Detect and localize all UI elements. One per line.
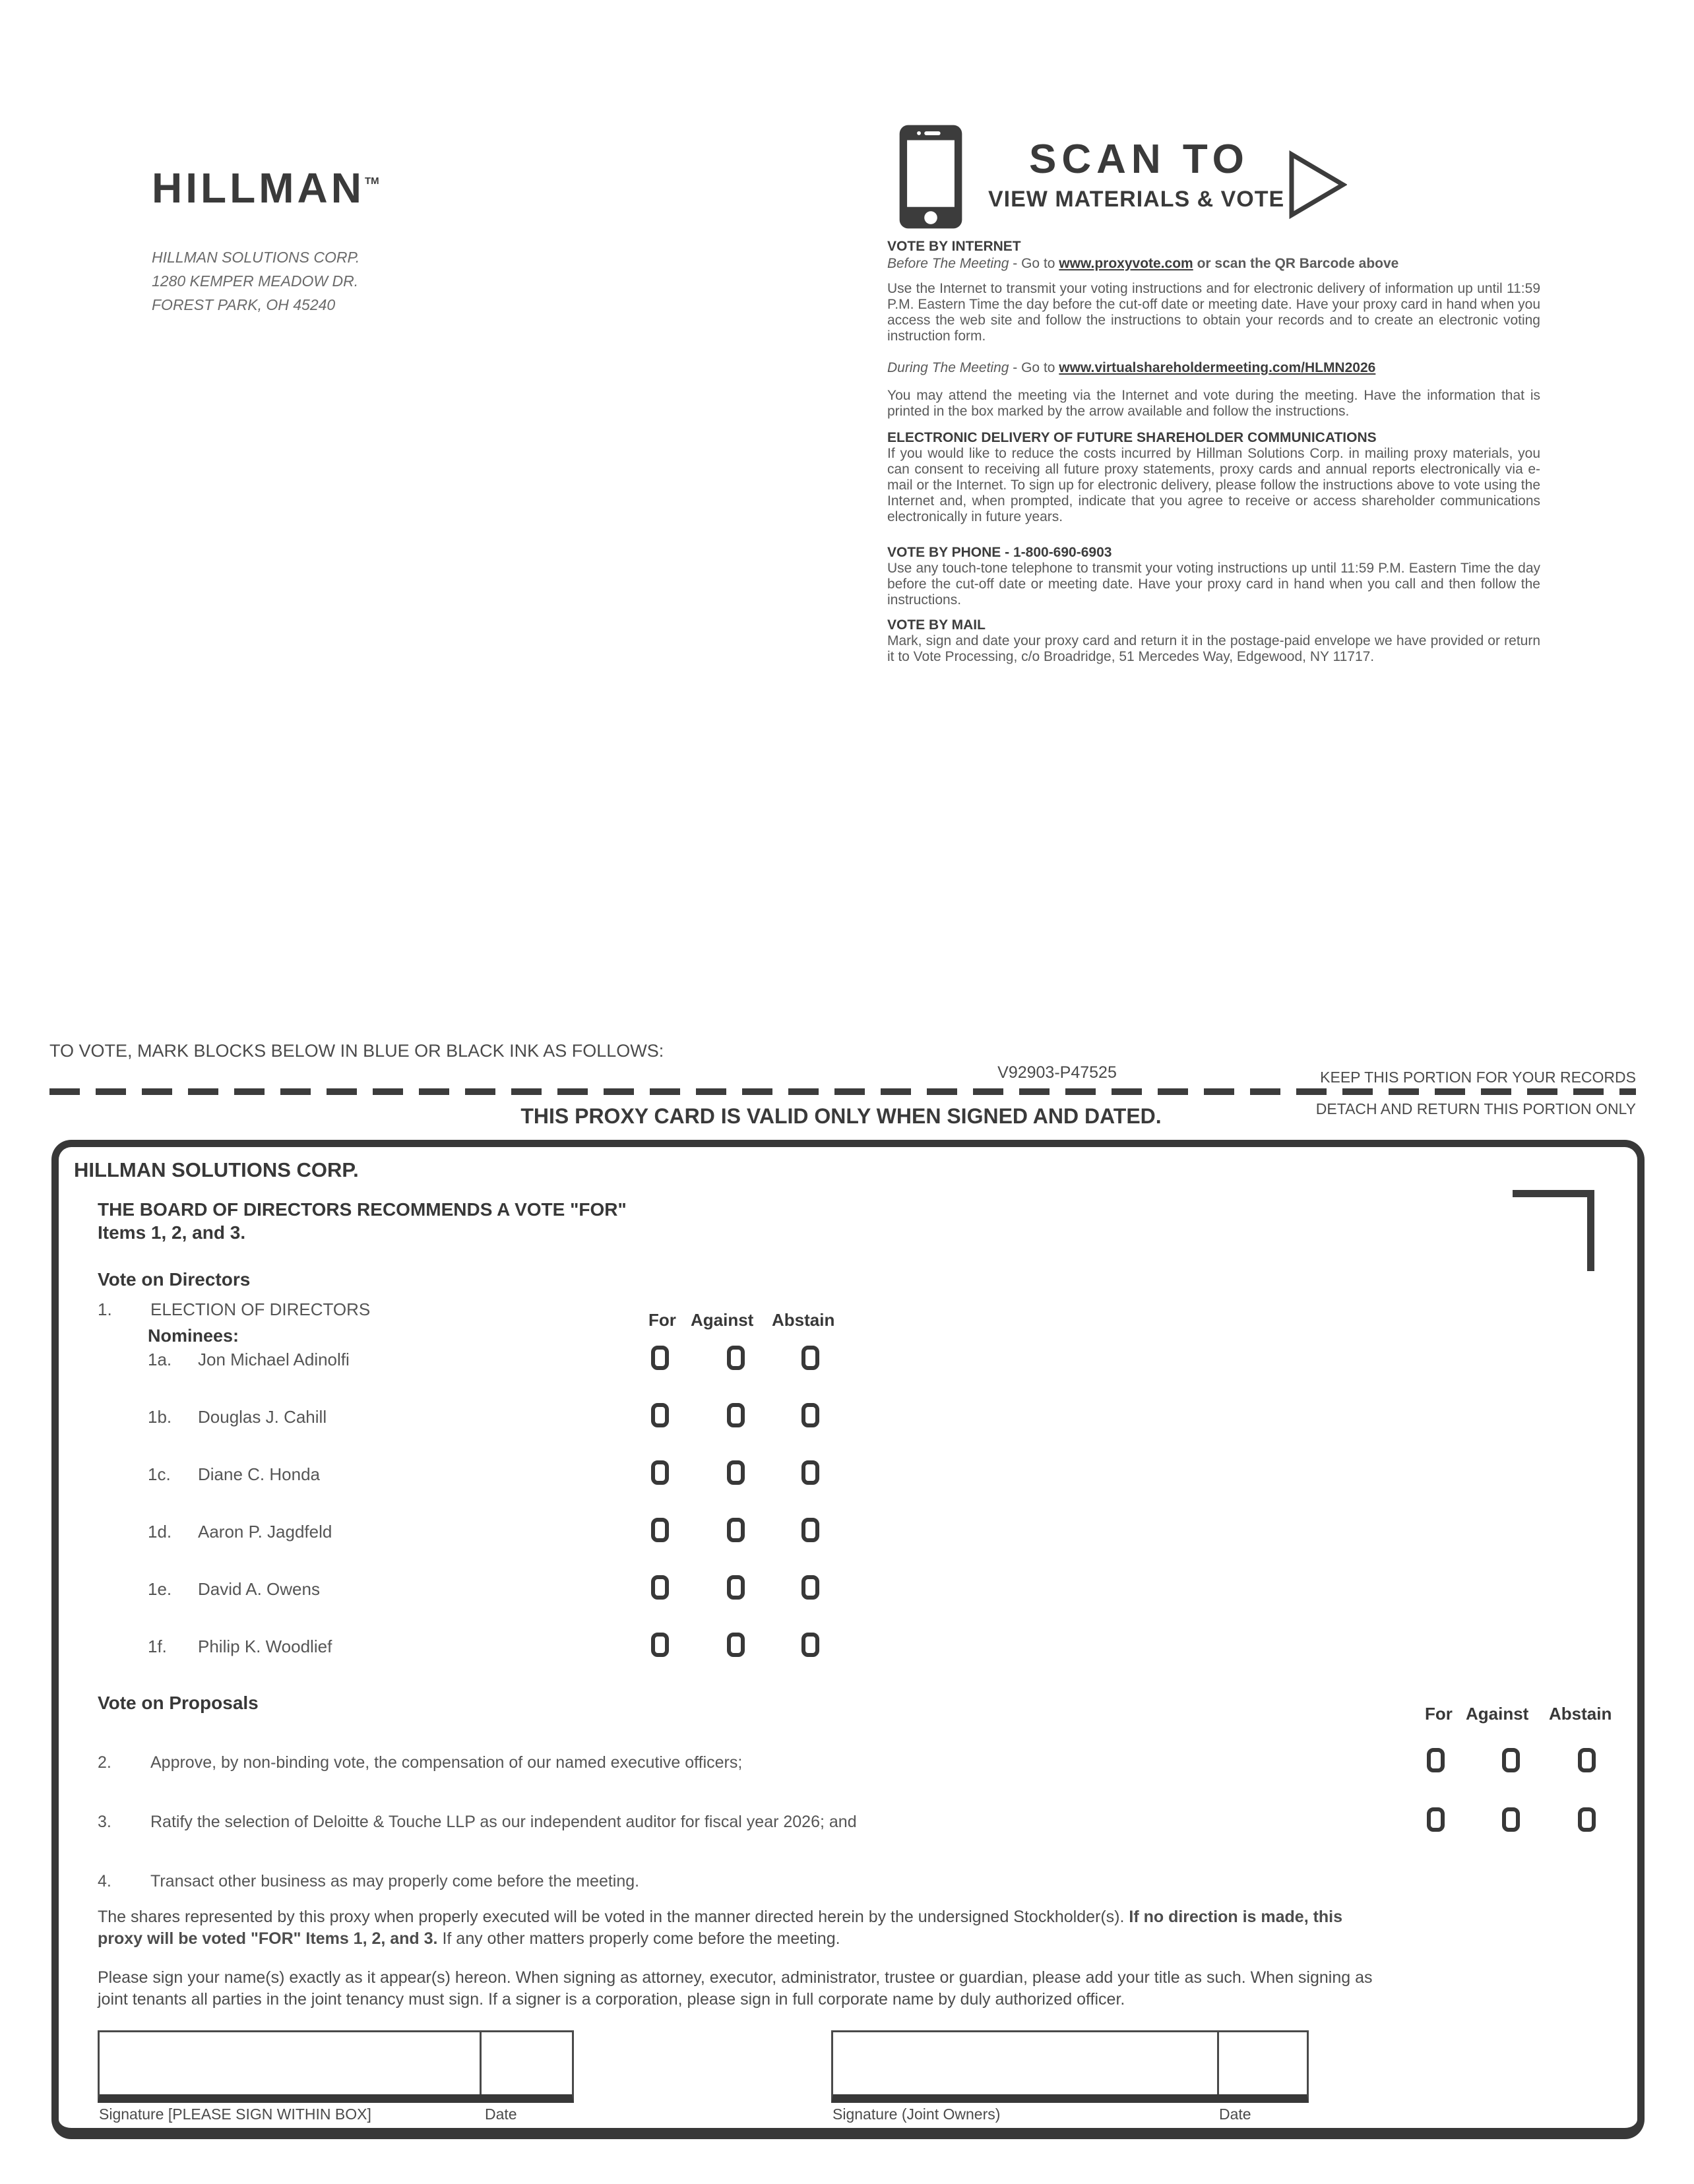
- checkbox-3-for[interactable]: [1427, 1807, 1445, 1832]
- checkbox-1e-for[interactable]: [651, 1575, 669, 1600]
- checkbox-1e-abstain[interactable]: [801, 1575, 819, 1600]
- signature-box-joint: [831, 2030, 1309, 2103]
- trademark-symbol: TM: [364, 175, 379, 187]
- nominee-name: Aaron P. Jagdfeld: [198, 1522, 332, 1542]
- board-recommendation-line-2: Items 1, 2, and 3.: [98, 1222, 246, 1243]
- checkbox-1f-for[interactable]: [651, 1633, 669, 1657]
- date-field-joint[interactable]: [1219, 2032, 1307, 2094]
- proposal-number: 3.: [98, 1813, 111, 1831]
- arrow-right-icon: [1288, 150, 1347, 222]
- checkbox-1c-against[interactable]: [727, 1460, 745, 1485]
- mail-paragraph: Mark, sign and date your proxy card and return it in the postage-paid envelope we have provided or return it to Vote Processing, c/o Broadridge, 51 Mercedes Way, Edgewood, NY 11717.: [887, 633, 1540, 664]
- checkbox-1a-for[interactable]: [651, 1346, 669, 1370]
- proposal-text: Ratify the selection of Deloitte & Touche LLP as our independent auditor for fiscal year 2026; and: [150, 1813, 857, 1831]
- vote-by-mail-heading: VOTE BY MAIL: [887, 617, 986, 633]
- proposal-text: Transact other business as may properly come before the meeting.: [150, 1872, 640, 1890]
- company-logo: [152, 164, 379, 212]
- mark-blocks-instruction: TO VOTE, MARK BLOCKS BELOW IN BLUE OR BLACK INK AS FOLLOWS:: [49, 1041, 664, 1061]
- signature-label-primary: Signature [PLEASE SIGN WITHIN BOX]: [99, 2106, 371, 2123]
- before-meeting-tail: or scan the QR Barcode above: [1193, 256, 1399, 271]
- column-header-against: Against: [691, 1310, 754, 1330]
- nominee-id: 1f.: [148, 1637, 167, 1656]
- during-meeting-label: During The Meeting: [887, 360, 1009, 375]
- checkbox-1d-for[interactable]: [651, 1518, 669, 1542]
- checkbox-1b-against[interactable]: [727, 1403, 745, 1427]
- nominee-row-1f: [148, 1637, 906, 1657]
- column-header-against: Against: [1466, 1704, 1529, 1724]
- proposal-number: 2.: [98, 1753, 111, 1772]
- keep-portion-note: KEEP THIS PORTION FOR YOUR RECORDS: [1320, 1069, 1636, 1086]
- control-code: V92903-P47525: [997, 1063, 1117, 1082]
- nominee-id: 1a.: [148, 1350, 172, 1369]
- proxyvote-link[interactable]: www.proxyvote.com: [1059, 256, 1193, 271]
- detach-portion-note: DETACH AND RETURN THIS PORTION ONLY: [1315, 1100, 1636, 1117]
- proposal-number: 4.: [98, 1872, 111, 1890]
- checkbox-2-against[interactable]: [1502, 1748, 1520, 1772]
- company-logo-text: HILLMAN: [152, 164, 365, 212]
- checkbox-1d-abstain[interactable]: [801, 1518, 819, 1542]
- nominee-name: David A. Owens: [198, 1579, 320, 1599]
- proposal-row-3: [98, 1813, 1615, 1832]
- internet-during-paragraph: You may attend the meeting via the Internet and vote during the meeting. Have the information that is printed in the box marked by the arrow available and follow the instructions.: [887, 388, 1540, 419]
- vote-on-proposals-heading: Vote on Proposals: [98, 1693, 259, 1713]
- nominee-name: Philip K. Woodlief: [198, 1637, 332, 1656]
- edelivery-heading: ELECTRONIC DELIVERY OF FUTURE SHAREHOLDER COMMUNICATIONS: [887, 430, 1377, 445]
- signing-instructions-note: Please sign your name(s) exactly as it appear(s) hereon. When signing as attorney, executor, administrator, trustee or guardian, please add your title as such. When signing as joint tenants all parties in the joint tenancy must sign. If a signer is a corporation, please sign in full corporate name by duly authorized officer.: [98, 1968, 1373, 2009]
- scan-banner-title: SCAN TO: [1029, 137, 1249, 182]
- checkbox-1a-abstain[interactable]: [801, 1346, 819, 1370]
- column-header-for: For: [1425, 1704, 1453, 1724]
- nominee-id: 1b.: [148, 1407, 172, 1427]
- proposal-text: Approve, by non-binding vote, the compensation of our named executive officers;: [150, 1753, 743, 1772]
- date-label-joint: Date: [1219, 2106, 1251, 2123]
- date-label-primary: Date: [485, 2106, 517, 2123]
- proposal-row-4: [98, 1872, 1615, 1891]
- checkbox-3-against[interactable]: [1502, 1807, 1520, 1832]
- phone-icon: [898, 124, 963, 233]
- nominee-name: Diane C. Honda: [198, 1464, 320, 1484]
- checkbox-3-abstain[interactable]: [1578, 1807, 1596, 1832]
- virtual-meeting-link[interactable]: www.virtualshareholdermeeting.com/HLMN2026: [1059, 360, 1376, 375]
- valid-when-signed-note: THIS PROXY CARD IS VALID ONLY WHEN SIGNED AND DATED.: [520, 1104, 1162, 1128]
- before-meeting-line: [887, 256, 1398, 272]
- checkbox-1b-abstain[interactable]: [801, 1403, 819, 1427]
- checkbox-1c-abstain[interactable]: [801, 1460, 819, 1485]
- nominee-row-1a: [148, 1350, 906, 1370]
- sender-address-line-3: FOREST PARK, OH 45240: [152, 296, 336, 313]
- during-meeting-mid: - Go to: [1009, 360, 1059, 375]
- nominee-id: 1e.: [148, 1579, 172, 1599]
- card-company-title: HILLMAN SOLUTIONS CORP.: [74, 1158, 359, 1181]
- checkbox-2-abstain[interactable]: [1578, 1748, 1596, 1772]
- column-header-for: For: [648, 1310, 676, 1330]
- checkbox-1a-against[interactable]: [727, 1346, 745, 1370]
- checkbox-1d-against[interactable]: [727, 1518, 745, 1542]
- nominee-row-1c: [148, 1464, 906, 1485]
- item-1-number: 1.: [98, 1299, 112, 1319]
- legal-plain-2: If any other matters properly come before the meeting.: [437, 1929, 840, 1948]
- perforation-dashed-line: [49, 1088, 1636, 1095]
- corner-bracket-icon: [1513, 1190, 1594, 1197]
- corner-bracket-icon: [1587, 1190, 1594, 1271]
- signature-field-primary[interactable]: [100, 2032, 480, 2094]
- checkbox-1e-against[interactable]: [727, 1575, 745, 1600]
- date-field-primary[interactable]: [482, 2032, 572, 2094]
- sender-address-line-1: HILLMAN SOLUTIONS CORP.: [152, 249, 360, 266]
- nominee-row-1d: [148, 1522, 906, 1542]
- edelivery-paragraph: If you would like to reduce the costs incurred by Hillman Solutions Corp. in mailing proxy materials, you can consent to receiving all future proxy statements, proxy cards and annual reports electronically via e-mail or the Internet. To sign up for electronic delivery, please follow the instructions above to vote using the Internet and, when prompted, indicate that you agree to receive or access shareholder communications electronically in future years.: [887, 446, 1540, 524]
- board-recommendation-line-1: THE BOARD OF DIRECTORS RECOMMENDS A VOTE "FOR": [98, 1199, 627, 1220]
- vote-by-phone-heading: VOTE BY PHONE - 1-800-690-6903: [887, 545, 1112, 560]
- item-1-title: ELECTION OF DIRECTORS: [150, 1299, 371, 1319]
- internet-before-paragraph: Use the Internet to transmit your voting instructions and for electronic delivery of information up until 11:59 P.M. Eastern Time the day before the cut-off date or meeting date. Have your proxy card in hand when you access the web site and follow the instructions to obtain your records and to create an electronic voting instruction form.: [887, 281, 1540, 344]
- vote-on-directors-heading: Vote on Directors: [98, 1269, 251, 1290]
- checkbox-1c-for[interactable]: [651, 1460, 669, 1485]
- signature-field-joint[interactable]: [833, 2032, 1217, 2094]
- nominee-row-1e: [148, 1579, 906, 1600]
- vote-by-internet-heading: VOTE BY INTERNET: [887, 239, 1021, 254]
- scan-banner-subtitle: VIEW MATERIALS & VOTE: [988, 187, 1285, 212]
- proposal-row-2: [98, 1753, 1615, 1772]
- signature-box-primary: [98, 2030, 574, 2103]
- column-header-abstain: Abstain: [772, 1310, 835, 1330]
- checkbox-1f-against[interactable]: [727, 1633, 745, 1657]
- checkbox-1b-for[interactable]: [651, 1403, 669, 1427]
- nominee-row-1b: [148, 1407, 906, 1427]
- nominee-id: 1c.: [148, 1464, 171, 1484]
- sender-address: [152, 245, 360, 317]
- legal-bold: If no direction is made, this proxy will be voted "FOR" Items 1, 2, and 3.: [98, 1908, 1343, 1948]
- nominee-name: Douglas J. Cahill: [198, 1407, 327, 1427]
- signature-label-joint: Signature (Joint Owners): [832, 2106, 1001, 2123]
- phone-paragraph: Use any touch-tone telephone to transmit your voting instructions up until 11:59 P.M. Eastern Time the day before the cut-off date or meeting date. Have your proxy card in hand when you call and then follow the instructions.: [887, 561, 1540, 608]
- column-header-abstain: Abstain: [1549, 1704, 1612, 1724]
- nominee-id: 1d.: [148, 1522, 172, 1542]
- proxy-execution-note: [98, 1906, 1380, 1950]
- legal-plain-1: The shares represented by this proxy when properly executed will be voted in the manner directed herein by the undersigned Stockholder(s).: [98, 1908, 1129, 1926]
- election-of-directors-item: [98, 1299, 370, 1320]
- nominee-name: Jon Michael Adinolfi: [198, 1350, 350, 1369]
- nominees-label: Nominees:: [148, 1326, 239, 1346]
- before-meeting-label: Before The Meeting: [887, 256, 1009, 271]
- before-meeting-mid: - Go to: [1009, 256, 1059, 271]
- sender-address-line-2: 1280 KEMPER MEADOW DR.: [152, 272, 359, 290]
- during-meeting-line: [887, 360, 1375, 376]
- checkbox-2-for[interactable]: [1427, 1748, 1445, 1772]
- checkbox-1f-abstain[interactable]: [801, 1633, 819, 1657]
